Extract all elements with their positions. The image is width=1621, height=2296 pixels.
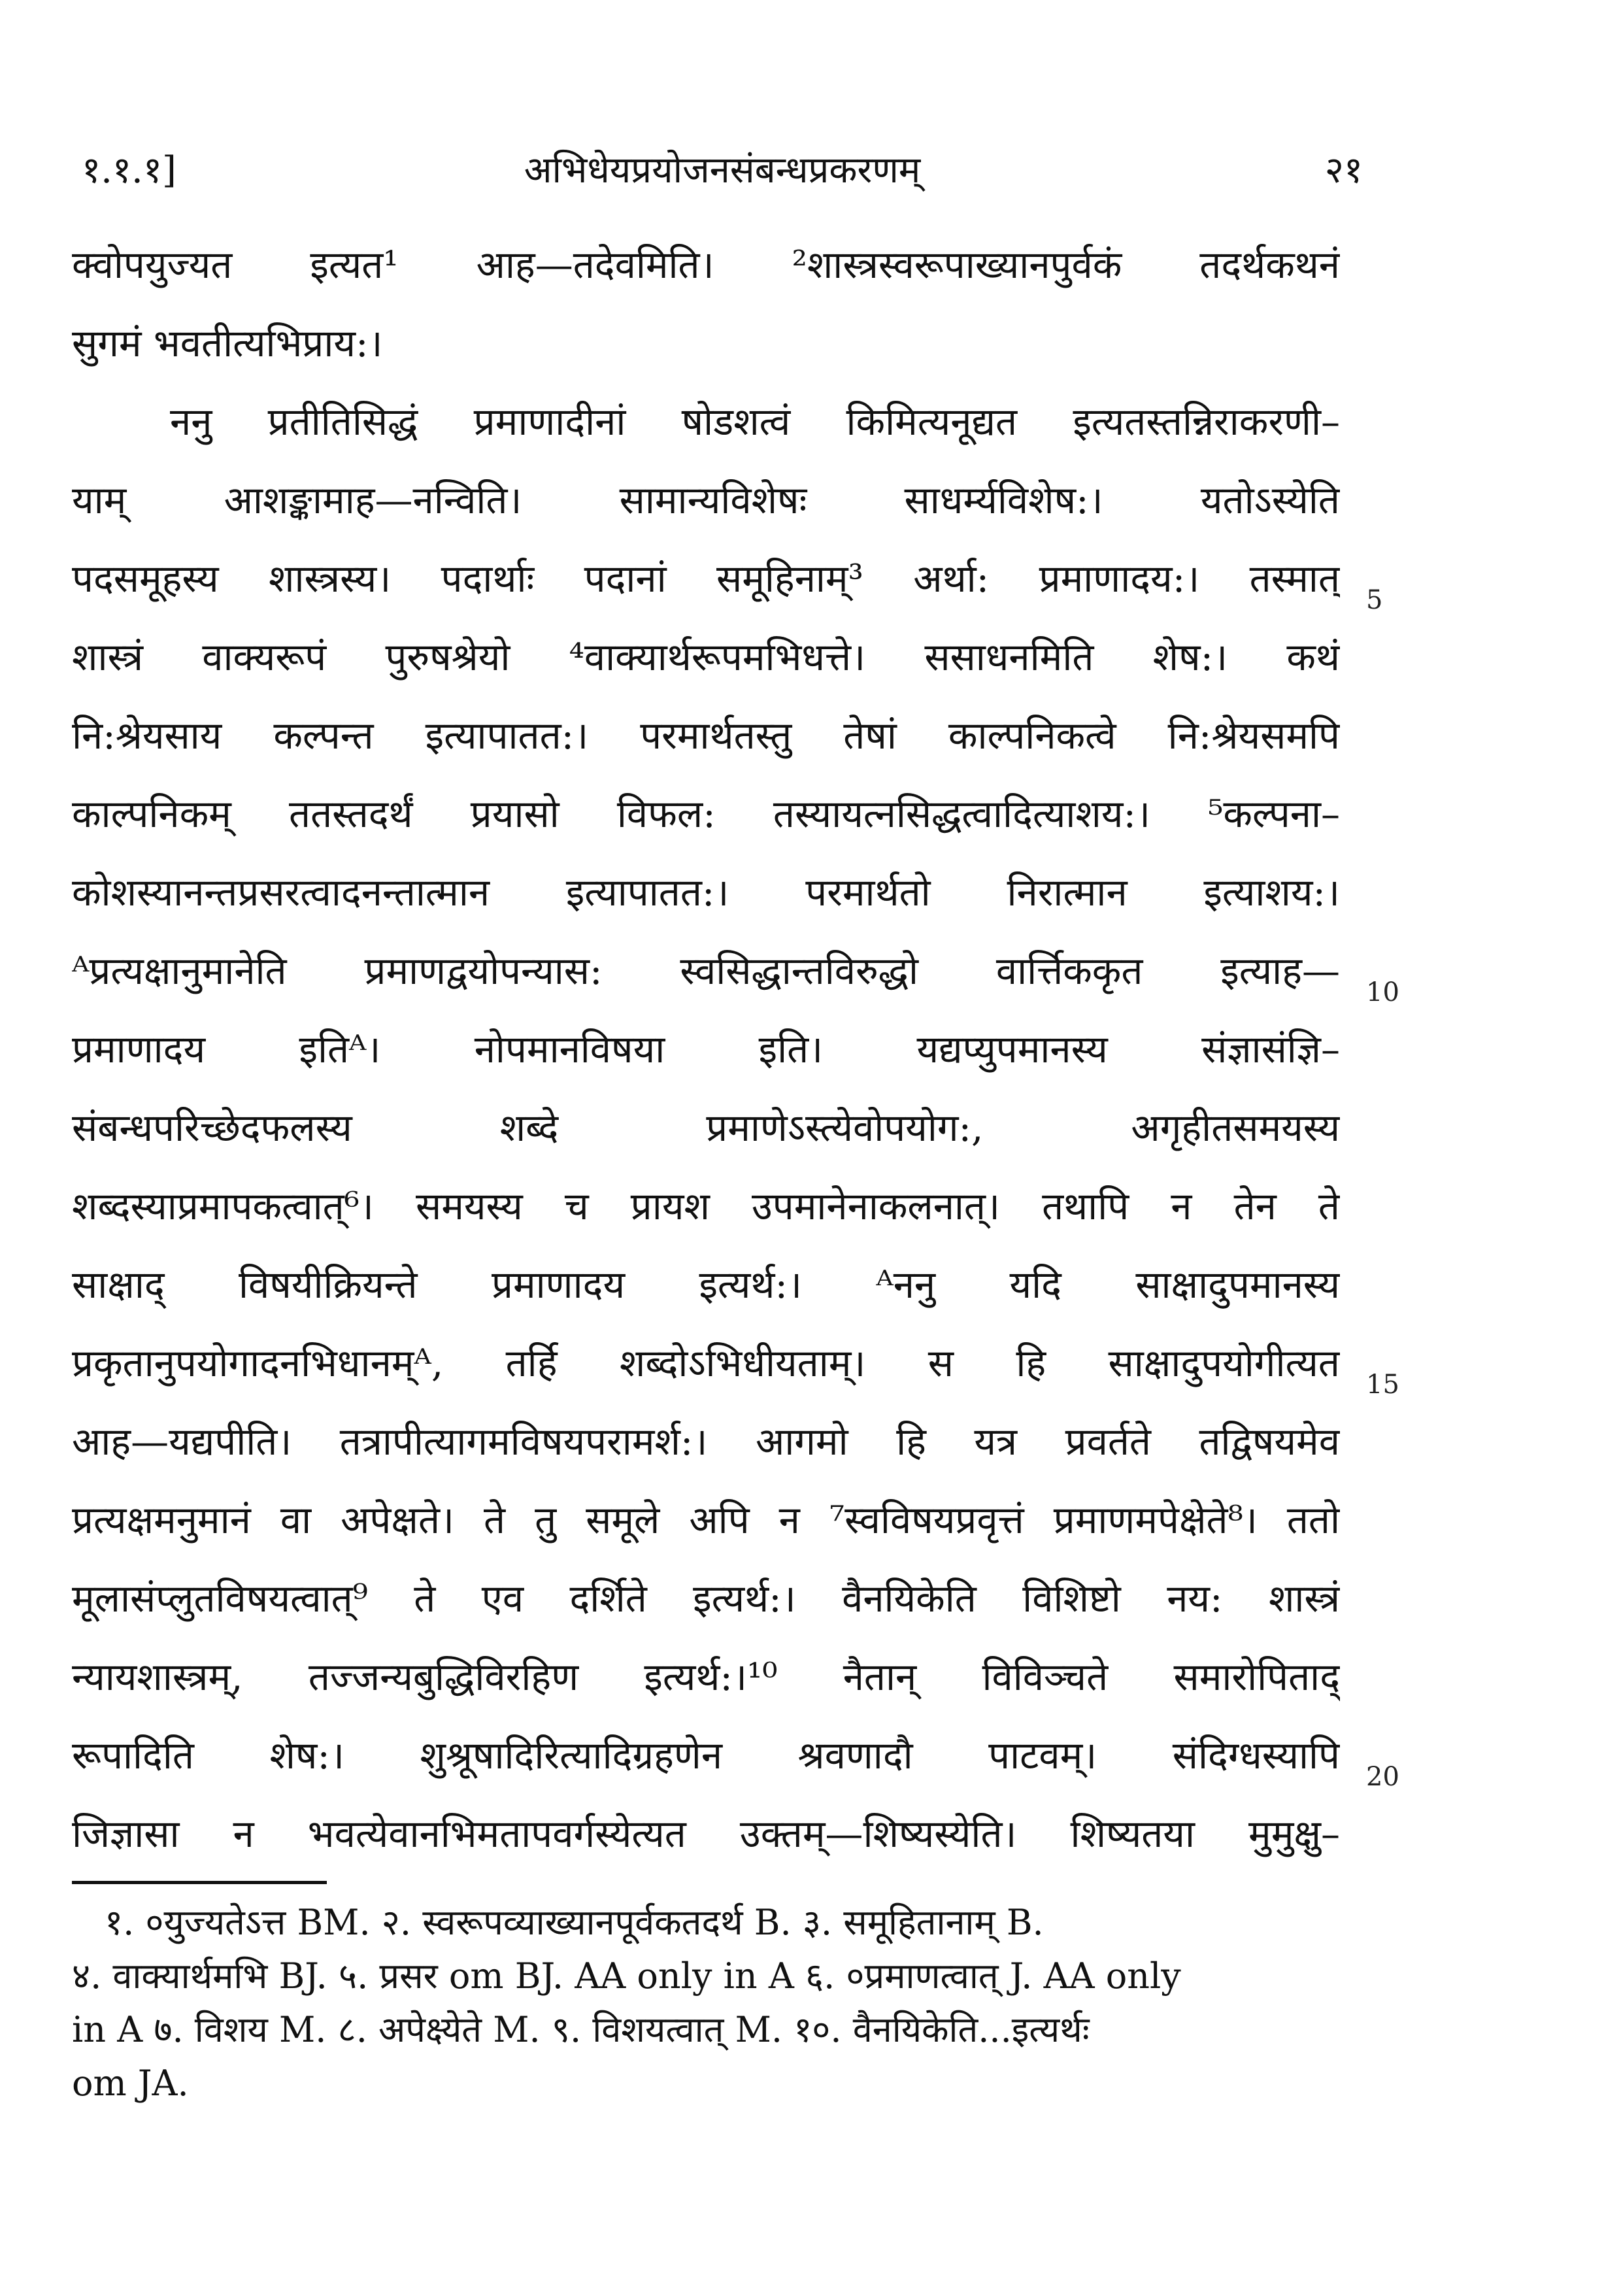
running-header: [82, 144, 1363, 203]
text-line: आह—यद्यपीति। तत्रापीत्यागमविषयपरामर्श:। आगमो हि यत्र प्रवर्तते तद्विषयमेव: [72, 1419, 1340, 1464]
text-line: काल्पनिकम् ततस्तदर्थं प्रयासो विफल: तस्यायत्नसिद्धत्वादित्याशय:। ⁵कल्पना–: [72, 792, 1340, 836]
text-line: ᴬप्रत्यक्षानुमानेति प्रमाणद्वयोपन्यास: स्वसिद्धान्तविरुद्धो वार्त्तिककृत इत्याह—: [72, 949, 1340, 993]
chapter-title: अभिधेयप्रयोजनसंबन्धप्रकरणम्: [524, 149, 921, 192]
text-line: साक्षाद् विषयीक्रियन्ते प्रमाणादय इत्यर्थ:। ᴬननु यदि साक्षादुपमानस्य: [72, 1262, 1340, 1307]
footnote-line: in A ७. विशय M. ८. अपेक्ष्येते M. ९. विशयत्वात् M. १०. वैनयिकेति...इत्यर्थः: [72, 2009, 1090, 2050]
section-reference: १.१.१]: [82, 149, 176, 192]
text-line: कोशस्यानन्तप्रसरत्वादनन्तात्मान इत्यापातत:। परमार्थतो निरात्मान इत्याशय:।: [72, 870, 1340, 915]
text-line: सुगमं भवतीत्यभिप्राय:।: [72, 321, 383, 365]
line-number: 10: [1366, 977, 1399, 1007]
text-line: रूपादिति शेष:। शुश्रूषादिरित्यादिग्रहणेन श्रवणादौ पाटवम्। संदिग्धस्यापि: [72, 1733, 1340, 1778]
page-number: २१: [1324, 149, 1363, 192]
text-line: क्वोपयुज्यत इत्यत¹ आह—तदेवमिति। ²शास्त्रस्वरूपाख्यानपुर्वकं तदर्थकथनं: [72, 243, 1340, 287]
footnote-separator: [72, 1881, 327, 1884]
text-line: नि:श्रेयसाय कल्पन्त इत्यापातत:। परमार्थतस्तु तेषां काल्पनिकत्वे नि:श्रेयसमपि: [72, 713, 1340, 758]
text-line: ननु प्रतीतिसिद्धं प्रमाणादीनां षोडशत्वं किमित्यनूद्यत इत्यतस्तन्निराकरणी–: [170, 399, 1340, 444]
text-line: न्यायशास्त्रम्, तज्जन्यबुद्धिविरहिण इत्यर्थ:।¹⁰ नैतान् विविञ्चते समारोपिताद्: [72, 1655, 1340, 1699]
text-line: शब्दस्याप्रमापकत्वात्⁶। समयस्य च प्रायश उपमानेनाकलनात्। तथापि न तेन ते: [72, 1184, 1340, 1228]
text-line: याम् आशङ्कामाह—नन्विति। सामान्यविशेषः साधर्म्यविशेष:। यतोऽस्येति: [72, 478, 1340, 522]
text-line: मूलासंप्लुतविषयत्वात्⁹ ते एव दर्शिते इत्यर्थ:। वैनयिकेति विशिष्टो नय: शास्त्रं: [72, 1576, 1340, 1621]
footnote-line: १. ०युज्यतेऽत्त BM. २. स्वरूपव्याख्यानपूर्वकतदर्थ B. ३. समूहितानाम् B.: [105, 1902, 1044, 1943]
text-line: शास्त्रं वाक्यरूपं पुरुषश्रेयो ⁴वाक्यार्थरूपमभिधत्ते। ससाधनमिति शेष:। कथं: [72, 635, 1340, 679]
line-number: 5: [1366, 585, 1383, 615]
footnote-line: ४. वाक्यार्थमभि BJ. ५. प्रसर om BJ. AA only in A ६. ०प्रमाणत्वात् J. AA only: [72, 1955, 1181, 1997]
footnote-line: om JA.: [72, 2063, 189, 2104]
text-line: प्रत्यक्षमनुमानं वा अपेक्षते। ते तु समूले अपि न ⁷स्वविषयप्रवृत्तं प्रमाणमपेक्षेते⁸। ततो: [72, 1498, 1340, 1542]
text-line: प्रमाणादय इतिᴬ। नोपमानविषया इति। यद्यप्युपमानस्य संज्ञासंज्ञि–: [72, 1027, 1340, 1072]
text-line: जिज्ञासा न भवत्येवानभिमतापवर्गस्येत्यत उक्तम्—शिष्यस्येति। शिष्यतया मुमुक्षु–: [72, 1812, 1340, 1856]
text-line: संबन्धपरिच्छेदफलस्य शब्दे प्रमाणेऽस्त्येवोपयोग:, अगृहीतसमयस्य: [72, 1106, 1340, 1150]
text-line: पदसमूहस्य शास्त्रस्य। पदार्थाः पदानां समूहिनाम्³ अर्था: प्रमाणादय:। तस्मात्: [72, 556, 1340, 601]
text-line: प्रकृतानुपयोगादनभिधानम्ᴬ, तर्हि शब्दोऽभिधीयताम्। स हि साक्षादुपयोगीत्यत: [72, 1341, 1340, 1385]
line-number: 20: [1366, 1762, 1399, 1792]
line-number: 15: [1366, 1370, 1399, 1400]
